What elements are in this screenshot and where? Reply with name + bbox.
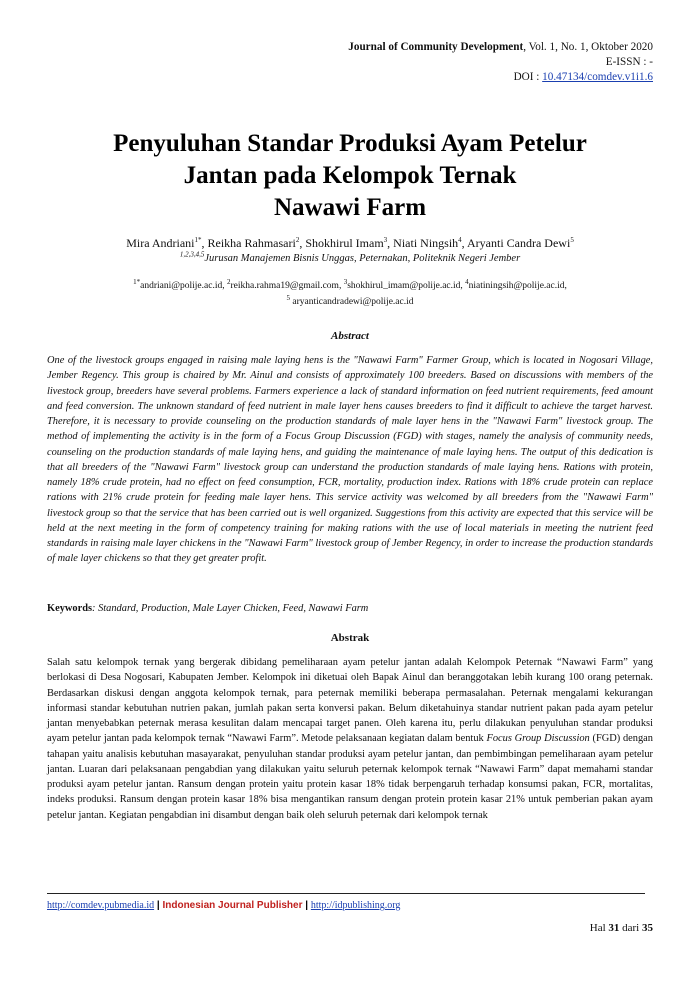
email: niatiningsih@polije.ac.id <box>468 281 565 291</box>
abstrak-italic: Focus Group Discussion <box>486 733 590 745</box>
email-sup: 1* <box>133 277 141 286</box>
publisher-site-link[interactable]: http://idpublishing.org <box>310 900 401 911</box>
abstrak-part-2: (FGD) dengan tahapan yaitu analisis kebutuhan masayarakat, penyuluhan standar produksi ayam petelur jantan, dan pembimbingan pemeliharaan ayam petelur jantan. Luaran dari pelaksanaan pengabdian yang dilakukan yaitu seluruh peternak kelompok ternak “Nawawi Farm” dapat memahami standar produksi ayam petelur jantan. Ransum dengan protein yaitu protein kasar 18% tidak berpengaruh terhadap konsumsi pakan, FCR, mortalitas, indeks produksi. Ransum dengan protein kasar 18% bisa mengantikan ransum dengan protein protein kasar 21% untuk pemberian pakan ayam petelur jantan. Kegiatan pengabdian ini disambut dengan baik oleh seluruh peternak dari kelompok ternak <box>47 733 653 821</box>
email-sup: 5 <box>286 293 290 302</box>
author-sup: 2 <box>295 236 300 244</box>
doi-label: DOI : <box>513 71 543 83</box>
author-name: Mira Andriani <box>126 236 195 250</box>
affiliation-sup: 1,2,3,4,5 <box>179 250 205 259</box>
footer-links <box>47 900 400 911</box>
keywords <box>47 603 653 614</box>
abstract-text: One of the livestock groups engaged in raising male laying hens is the "Nawawi Farm" Farmer Group, which is located in Nogosari Village, Jember Regency. This group is chaired by Mr. Ainul and consists of approximately 100 breeders. Based on discussions with members of the livestock group, breeders have several problems. Farmers experience a lack of standard information on feed nutrient requirements, feed amount and feed conversion. The unknown standard of feed nutrient in male layer hens causes breeders to find it difficult to achieve the target harvest. Therefore, it is necessary to provide counseling on the production standards of male layer hens in the "Nawawi Farm" livestock group. The method of implementing the activity is in the form of a Focus Group Discussion (FGD) with stages, namely the analysis of community needs, counseling on the production standards of male laying hens, and guiding the maintenance of male laying hens. The output of this dedication is that all breeders of the "Nawawi Farm" livestock group can understand the production standards of male laying hens. Rations with protein, namely 18% crude protein, had no effect on feed consumption, FCR, mortality, production index. Rations with 18% crude protein can replace rations with 21% crude protein for feeding male layer hens. This service activity was welcomed by all breeders from the "Nawawi Farm" livestock group so that the service that has been carried out is well organized. Suggestions from this activity are expected that this service will be held at the next meeting in the form of competency training for making rations with the use of local materials in meeting the nutrient feed standards in raising male layer chickens in the "Nawawi Farm" livestock group of Jember Regency, in order to increase the production standards of male layer chickens so that they get greater profit. <box>47 355 653 565</box>
author-sup: 3 <box>383 236 388 244</box>
journal-name: Journal of Community Development <box>348 41 524 53</box>
email-sup: 2 <box>226 277 231 286</box>
affiliation-text: Jurusan Manajemen Bisnis Unggas, Peternakan, Politeknik Negeri Jember <box>204 253 521 264</box>
author-sup: 4 <box>458 236 462 244</box>
abstrak-text <box>47 655 653 823</box>
email: aryanticandradewi@polije.ac.id <box>292 297 414 307</box>
author-sup: 1* <box>194 236 202 244</box>
publisher-name: Indonesian Journal Publisher <box>162 900 303 911</box>
paper-title <box>60 128 640 224</box>
title-line-3: Nawawi Farm <box>273 194 427 221</box>
page-total: 35 <box>642 922 653 934</box>
doi-link[interactable]: 10.47134/comdev.v1i1.6 <box>542 71 653 83</box>
author-name: Shokhirul Imam <box>305 236 384 250</box>
author-name: Aryanti Candra Dewi <box>467 236 571 250</box>
journal-eissn: E-ISSN : - <box>605 56 653 68</box>
journal-site-link[interactable]: http://comdev.pubmedia.id <box>47 900 155 911</box>
footer-separator: | <box>154 900 163 911</box>
email-sup: 3 <box>343 277 348 286</box>
journal-header <box>348 40 653 85</box>
footer-separator: | <box>302 900 311 911</box>
footer-rule <box>47 893 645 894</box>
author-emails: $^{1*}$andriani@polije.ac.id, $^2$reikha.rahma19@gmail.com, $^3$shokhirul_imam@polije.ac.id, $^4$niatiningsih@polije.ac.id, $^5$ aryanticandradewi@polije.ac.id <box>133 277 567 307</box>
email: andriani@polije.ac.id <box>140 281 223 291</box>
email: shokhirul_imam@polije.ac.id <box>347 281 461 291</box>
email-sup: 4 <box>465 277 469 286</box>
title-line-2: Jantan pada Kelompok Ternak <box>183 162 517 189</box>
page-hal: Hal <box>589 922 609 934</box>
page-current: 31 <box>608 922 620 934</box>
page-dari: dari <box>619 922 642 934</box>
journal-volume: , Vol. 1, No. 1, Oktober 2020 <box>523 41 653 53</box>
title-line-1: Penyuluhan Standar Produksi Ayam Petelur <box>113 130 587 157</box>
abstrak-part-1: Salah satu kelompok ternak yang bergerak dibidang pemeliharaan ayam petelur jantan adalah Kelompok Peternak “Nawawi Farm” yang berlokasi di Desa Nogosari, Kabupaten Jember. Kelompok ini diketuai oleh Bapak Ainul dan beranggotakan lebih kurang 100 orang peternak. Berdasarkan diskusi dengan anggota kelompok ternak, para peternak memiliki beberapa permasalahan. Peternak mengalami kekurangan informasi standar kebutuhan nutrien pakan, jumlah pakan serta konversi pakan. Belum diketahuinya standar nutrient pakan pada ayam petelur jantan menyebabkan peternak merasa kesulitan dalam mencapai target panen. Oleh karena itu, perlu dilakukan penyuluhan standar produksi ayam petelur jantan pada kelompok ternak “Nawawi Farm”. Metode pelaksanaan kegiatan dalam bentuk <box>47 657 653 745</box>
email: reikha.rahma19@gmail.com <box>230 281 339 291</box>
page-number <box>590 922 653 934</box>
author-name: Niati Ningsih <box>393 236 459 250</box>
abstrak-heading: Abstrak <box>330 632 370 644</box>
keywords-text: : Standard, Production, Male Layer Chicken, Feed, Nawawi Farm <box>92 603 369 614</box>
author-list: Mira Andriani$^{1*}$, Reikha Rahmasari$^2$, Shokhirul Imam$^3$, Niati Ningsih$^4$, Aryanti Candra Dewi$^5$ <box>126 236 574 250</box>
abstract-heading: Abstract <box>331 330 369 342</box>
keywords-label: Keywords <box>47 603 93 614</box>
affiliation <box>40 252 660 265</box>
author-name: Reikha Rahmasari <box>207 236 296 250</box>
author-sup: 5 <box>570 236 574 244</box>
